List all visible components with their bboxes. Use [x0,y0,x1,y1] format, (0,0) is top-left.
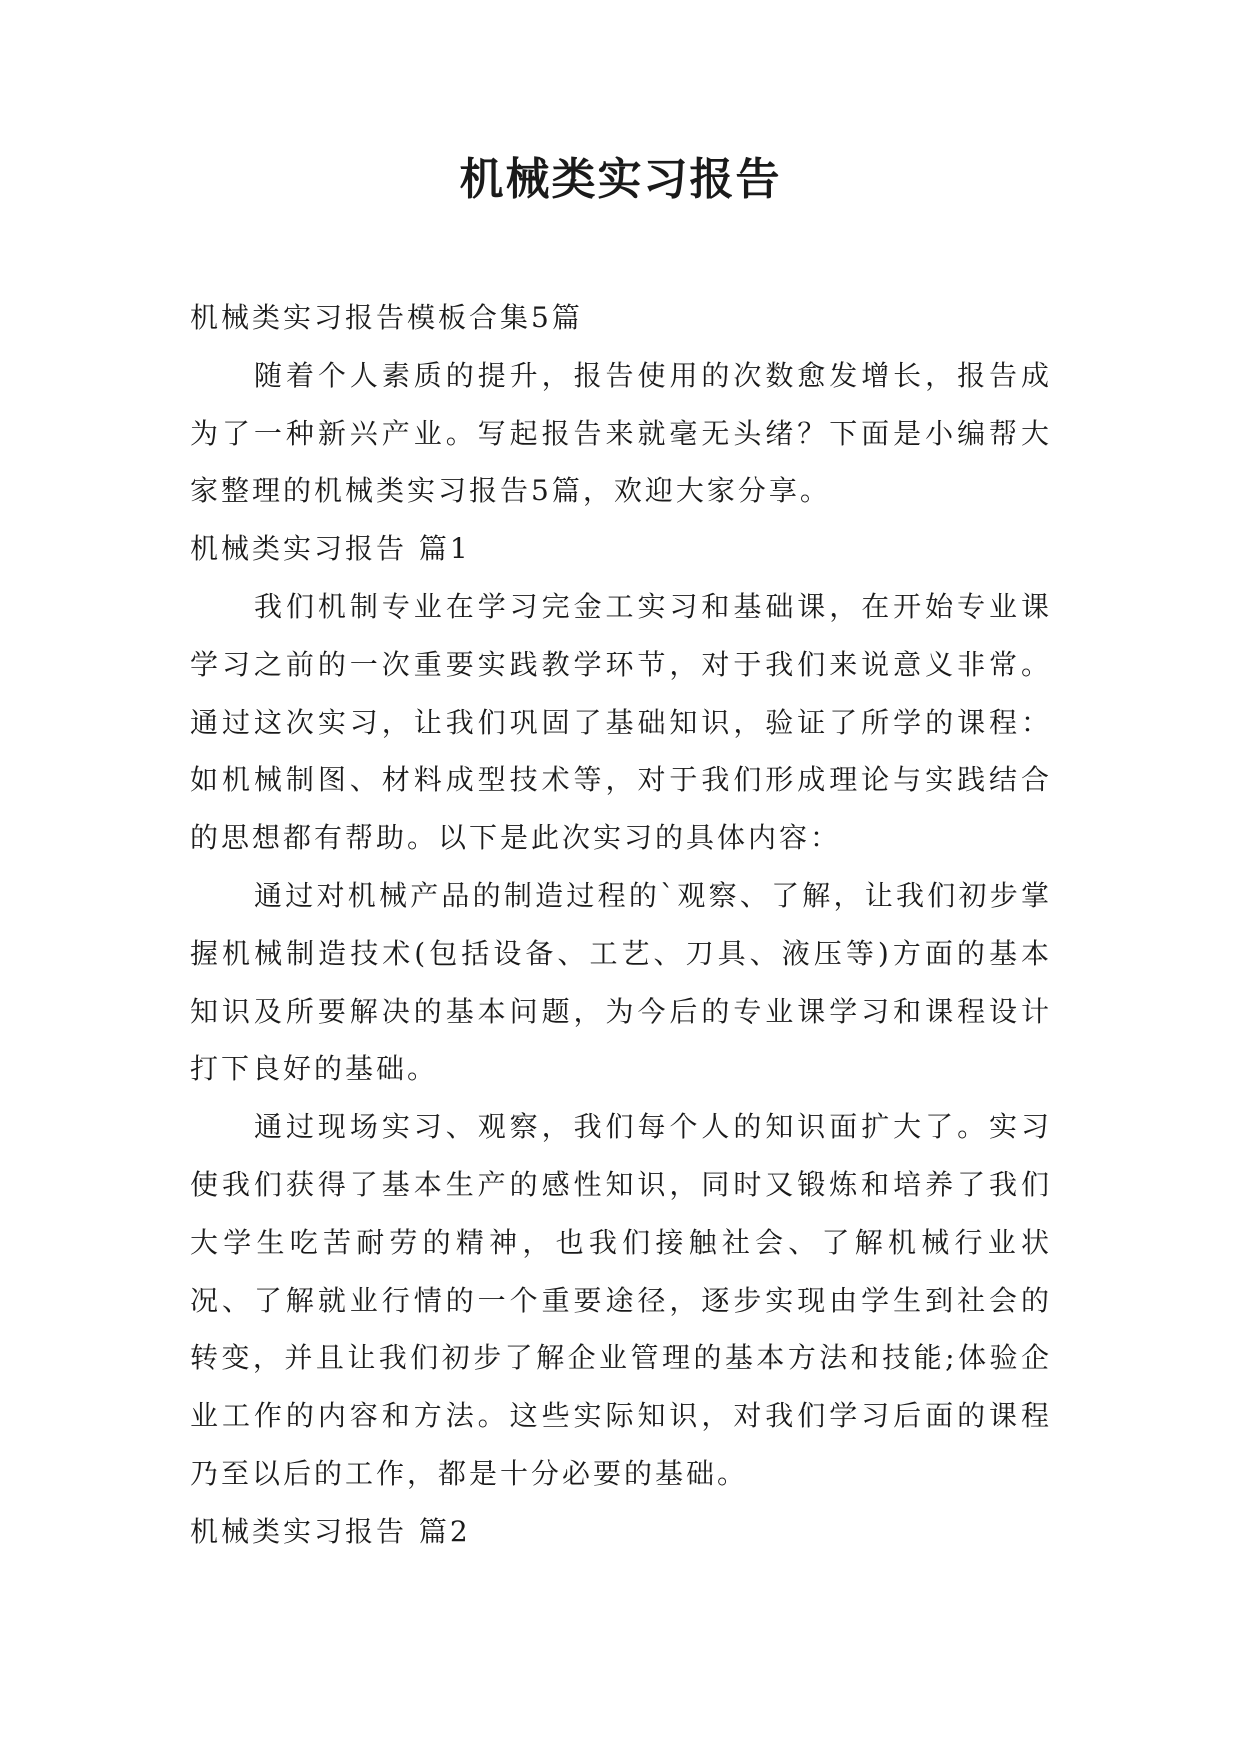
document-body [190,289,1052,1561]
section1-paragraph: 通过现场实习、观察，我们每个人的知识面扩大了。实习使我们获得了基本生产的感性知识，同时又锻炼和培养了我们大学生吃苦耐劳的精神，也我们接触社会、了解机械行业状况、了解就业行情的一个重要途径，逐步实现由学生到社会的转变，并且让我们初步了解企业管理的基本方法和技能;体验企业工作的内容和方法。这些实际知识，对我们学习后面的课程乃至以后的工作，都是十分必要的基础。 [190,1110,1052,1490]
section-heading-2: 机械类实习报告 篇2 [190,1514,471,1548]
intro-paragraph: 随着个人素质的提升，报告使用的次数愈发增长，报告成为了一种新兴产业。写起报告来就毫无头绪？下面是小编帮大家整理的机械类实习报告5篇，欢迎大家分享。 [190,358,1052,508]
section1-paragraph: 我们机制专业在学习完金工实习和基础课，在开始专业课学习之前的一次重要实践教学环节，对于我们来说意义非常。通过这次实习，让我们巩固了基础知识，验证了所学的课程：如机械制图、材料成型技术等，对于我们形成理论与实践结合的思想都有帮助。以下是此次实习的具体内容： [190,589,1052,855]
section-heading-1: 机械类实习报告 篇1 [190,532,471,566]
section1-paragraph: 通过对机械产品的制造过程的`观察、了解，让我们初步掌握机械制造技术(包括设备、工艺、刀具、液压等)方面的基本知识及所要解决的基本问题，为今后的专业课学习和课程设计打下良好的基础。 [190,878,1052,1086]
collection-subtitle: 机械类实习报告模板合集5篇 [190,301,583,334]
document-title: 机械类实习报告 [459,154,782,205]
